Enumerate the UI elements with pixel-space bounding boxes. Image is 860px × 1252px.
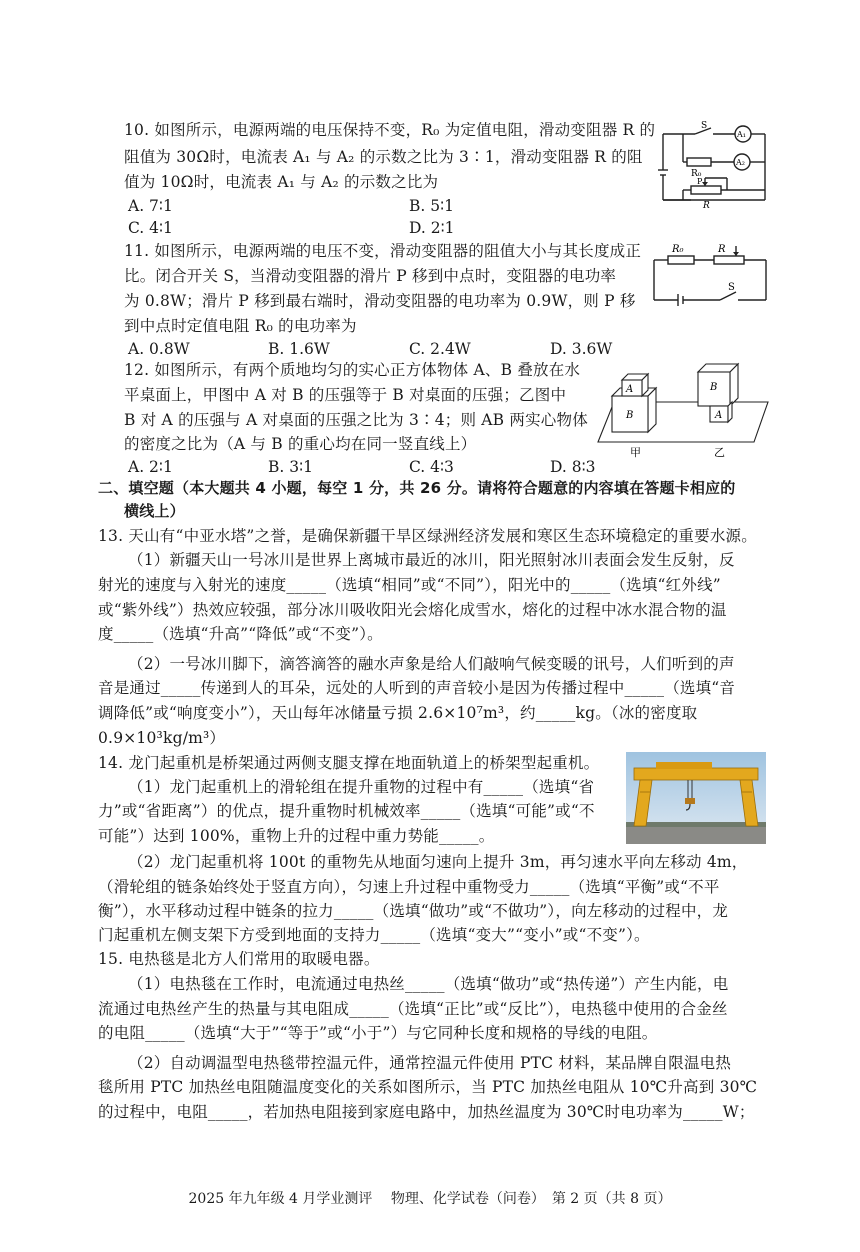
q14-line-4: 可能”）达到 100%，重物上升的过程中重力势能_____。	[98, 827, 495, 845]
q11-label-r: R	[718, 244, 726, 255]
q13-line-2: （1）新疆天山一号冰川是世界上离城市最近的冰川，阳光照射冰川表面会发生反射，反	[128, 551, 735, 569]
q11-option-c: C. 2.4W	[409, 340, 471, 358]
q12-option-d: D. 8∶3	[550, 458, 596, 476]
q11-label-s: S	[728, 282, 735, 293]
q10-line-1: 10. 如图所示，电源两端的电压保持不变，R₀ 为定值电阻，滑动变阻器 R 的	[124, 121, 656, 139]
q15-line-7: 的过程中，电阻_____，若加热电阻接到家庭电路中，加热丝温度为 30℃时电功率为_____W；	[98, 1103, 755, 1121]
q13-line-7: 音是通过_____传递到人的耳朵，远处的人听到的声音较小是因为传播过程中_____（选填“音	[98, 679, 736, 697]
q12-fig-b-top: B	[710, 382, 718, 393]
q10-label-s: S	[701, 121, 708, 131]
q10-label-r: R	[703, 201, 710, 210]
q15-line-3: 流通过电热丝产生的热量与其电阻成_____（选填“正比”或“反比”），电热毯中使用的合金丝	[98, 1000, 728, 1018]
q11-option-b: B. 1.6W	[268, 340, 330, 358]
q10-option-b: B. 5∶1	[409, 197, 455, 215]
q10-label-p: P	[697, 177, 703, 186]
q10-option-a: A. 7∶1	[128, 197, 173, 215]
section-2-line-2: 横线上）	[124, 502, 185, 520]
q10-label-a1: A₁	[737, 130, 746, 139]
q15-line-6: 毯所用 PTC 加热丝电阻随温度变化的关系如图所示，当 PTC 加热丝电阻从 10℃升高到 30℃	[98, 1078, 758, 1096]
q13-line-8: 调降低”或“响度变小”），天山每年冰储量亏损 2.6×10⁷m³，约_____kg。（冰的密度取	[98, 704, 698, 722]
q12-line-2: 平桌面上，甲图中 A 对 B 的压强等于 B 对桌面的压强；乙图中	[124, 386, 567, 404]
q13-line-9: 0.9×10³kg/m³）	[98, 729, 226, 747]
q14-line-1: 14. 龙门起重机是桥架通过两侧支腿支撑在地面轨道上的桥架型起重机。	[98, 754, 600, 772]
page-footer: 2025 年九年级 4 月学业测评 物理、化学试卷（问卷） 第 2 页（共 8 页）	[188, 1191, 672, 1207]
q15-line-4: 的电阻_____（选填“大于”“等于”或“小于”）与它同种长度和规格的导线的电阻。	[98, 1024, 658, 1042]
q12-fig-a-top: A	[626, 384, 634, 395]
q13-line-1: 13. 天山有“中亚水塔”之誉，是确保新疆干旱区绿洲经济发展和寒区生态环境稳定的重要水源。	[98, 527, 757, 545]
q15-line-5: （2）自动调温型电热毯带控温元件，通常控温元件使用 PTC 材料，某品牌自限温电热	[128, 1054, 732, 1072]
q15-line-2: （1）电热毯在工作时，电流通过电热丝_____（选填“做功”或“热传递”）产生内能，电	[128, 975, 729, 993]
q10-line-2: 阻值为 30Ω时，电流表 A₁ 与 A₂ 的示数之比为 3∶1，滑动变阻器 R 的阻	[124, 148, 643, 166]
gantry-crane-photo	[626, 752, 766, 844]
q12-line-3: B 对 A 的压强与 A 对桌面的压强之比为 3∶4；则 AB 两实心物体	[124, 411, 588, 429]
q14-line-7: 衡”），水平移动过程中链条的拉力_____（选填“做功”或“不做功”），向左移动的过程中，龙	[98, 902, 729, 920]
q12-fig-b-bottom: B	[626, 410, 634, 421]
q10-option-c: C. 4∶1	[128, 219, 173, 237]
q10-option-d: D. 2∶1	[409, 219, 455, 237]
q10-label-r0: R₀	[691, 169, 702, 179]
q11-line-3: 为 0.8W；滑片 P 移到最右端时，滑动变阻器的电功率为 0.9W，则 P 移	[124, 292, 636, 310]
q12-option-c: C. 4∶3	[409, 458, 454, 476]
q13-line-3: 射光的速度与入射光的速度_____（选填“相同”或“不同”），阳光中的_____（选填“红外线”	[98, 576, 721, 594]
q12-fig-label-yi: 乙	[714, 446, 725, 459]
q15-line-1: 15. 电热毯是北方人们常用的取暖电器。	[98, 950, 380, 968]
q12-option-b: B. 3∶1	[268, 458, 314, 476]
q11-option-d: D. 3.6W	[550, 340, 613, 358]
q11-line-4: 到中点时定值电阻 R₀ 的电功率为	[124, 317, 357, 335]
q12-line-4: 的密度之比为（A 与 B 的重心均在同一竖直线上）	[124, 435, 477, 453]
q13-line-6: （2）一号冰川脚下，滴答滴答的融水声象是给人们敲响气候变暖的讯号，人们听到的声	[128, 655, 735, 673]
q12-line-1: 12. 如图所示，有两个质地均匀的实心正方体物体 A、B 叠放在水	[124, 361, 581, 379]
q10-circuit-diagram	[655, 118, 775, 210]
q11-circuit-diagram	[648, 236, 772, 306]
q14-line-6: （滑轮组的链条始终处于竖直方向），匀速上升过程中重物受力_____（选填“平衡”或“不平	[98, 878, 720, 896]
q11-line-2: 比。闭合开关 S，当滑动变阻器的滑片 P 移到中点时，变阻器的电功率	[124, 267, 617, 285]
q11-option-a: A. 0.8W	[128, 340, 190, 358]
q14-line-2: （1）龙门起重机上的滑轮组在提升重物的过程中有_____（选填“省	[128, 778, 595, 796]
q11-label-r0: R₀	[672, 244, 684, 255]
q12-fig-label-jia: 甲	[630, 446, 641, 459]
q10-line-3: 值为 10Ω时，电流表 A₁ 与 A₂ 的示数之比为	[124, 173, 439, 191]
q14-line-8: 门起重机左侧支架下方受到地面的支持力_____（选填“变大”“变小”或“不变”）。	[98, 926, 650, 944]
q11-line-1: 11. 如图所示，电源两端的电压不变，滑动变阻器的阻值大小与其长度成正	[124, 242, 642, 260]
q12-cubes-diagram	[590, 356, 774, 460]
section-2-line-1: 二、填空题（本大题共 4 小题，每空 1 分，共 26 分。请将符合题意的内容填在答题卡相应的	[98, 479, 736, 497]
q14-line-5: （2）龙门起重机将 100t 的重物先从地面匀速向上提升 3m，再匀速水平向左移动 4m，	[128, 853, 748, 871]
q13-line-5: 度_____（选填“升高”“降低”或“不变”）。	[98, 625, 383, 643]
q12-option-a: A. 2∶1	[128, 458, 173, 476]
q12-fig-a-bottom: A	[715, 410, 723, 421]
q10-label-a2: A₂	[736, 158, 745, 167]
q13-line-4: 或“紫外线”）热效应较强，部分冰川吸收阳光会熔化成雪水，熔化的过程中冰水混合物的温	[98, 601, 727, 619]
q14-line-3: 力”或“省距离”）的优点，提升重物时机械效率_____（选填“可能”或“不	[98, 802, 595, 820]
